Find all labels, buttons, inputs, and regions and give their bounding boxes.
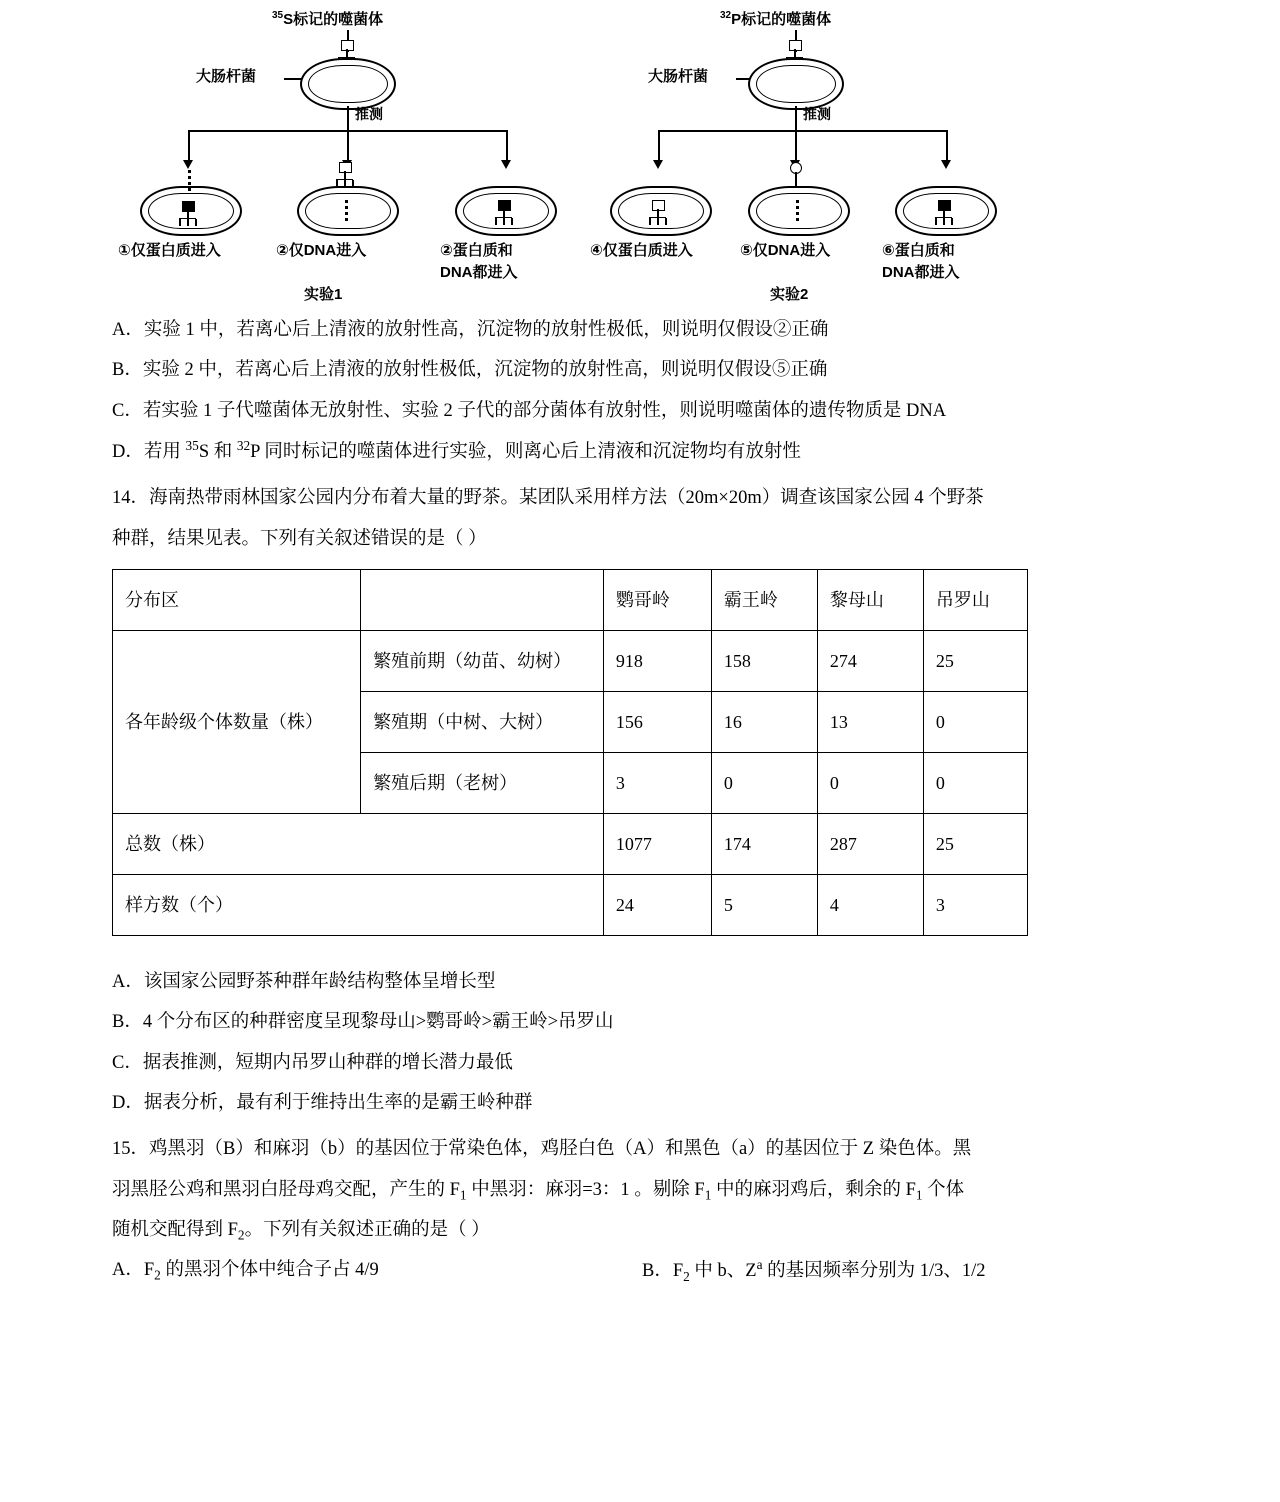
exp1-outcome-label-1: ①仅蛋白质进入 <box>118 242 221 259</box>
exp2-outcome-label-3a: ⑥蛋白质和 <box>882 242 955 259</box>
q14-stem-line2: 种群，结果见表。下列有关叙述错误的是（ ） <box>112 528 487 549</box>
exp1-host-label: 大肠杆菌 <box>196 68 257 85</box>
q13-option-d-pre: D．若用 <box>112 442 186 463</box>
q15-line2-sub1: 1 <box>459 1187 467 1203</box>
exp2-arrow-3 <box>941 160 951 169</box>
document-body <box>0 310 1280 1292</box>
q15-line3-sub: 2 <box>237 1227 245 1243</box>
q13-option-a: A．实验 1 中，若离心后上清液的放射性高，沉淀物的放射性极低，则说明仅假设②正确 <box>112 320 829 340</box>
cell-quadrat-diaoluoshan: 3 <box>923 875 1027 936</box>
q15-option-b-sub: 2 <box>683 1269 690 1285</box>
table-header-row <box>113 570 1028 631</box>
q14-option-d: D．据表分析，最有利于维持出生率的是霸王岭种群 <box>112 1093 533 1114</box>
q14-option-a: A．该国家公园野茶种群年龄结构整体呈增长型 <box>112 972 496 993</box>
cell-pre-bawangling: 158 <box>711 631 817 692</box>
question-14 <box>112 478 1168 1123</box>
cell-repro-limushan: 13 <box>817 692 923 753</box>
exp1-outcome-dna-2 <box>345 200 348 222</box>
exp1-branch-right <box>506 130 508 162</box>
q15-line2-sub3: 1 <box>915 1187 923 1203</box>
q15-line3-pre: 随机交配得到 F <box>112 1220 238 1241</box>
q15-stem-line3 <box>112 1210 1168 1250</box>
q15-option-a <box>112 1250 642 1291</box>
exp1-host-cell <box>300 58 396 110</box>
exp1-outcome-label-3a: ②蛋白质和 <box>440 242 513 259</box>
q15-stem-line1: 15．鸡黑羽（B）和麻羽（b）的基因位于常染色体，鸡胫白色（A）和黑色（a）的基因位于 Z 染色体。黑 <box>112 1139 972 1160</box>
row-label-quadrats: 样方数（个） <box>113 875 604 936</box>
exp1-outcome-cell-2 <box>297 186 399 236</box>
cell-pre-diaoluoshan: 25 <box>923 631 1027 692</box>
row-label-pre-reproductive: 繁殖前期（幼苗、幼树） <box>361 631 604 692</box>
cell-quadrat-bawangling: 5 <box>711 875 817 936</box>
q15-option-b-mid: 中 b、Z <box>689 1261 757 1282</box>
exp2-title: $^{32}$P标记的噬菌体 <box>720 10 832 28</box>
q14-option-b: B．4 个分布区的种群密度呈现黎母山>鹦哥岭>霸王岭>吊罗山 <box>112 1012 614 1033</box>
q15-option-b-sup: a <box>756 1257 763 1273</box>
cell-post-diaoluoshan: 0 <box>923 753 1027 814</box>
q15-options-row <box>112 1250 1168 1291</box>
q15-option-a-pre: A．F <box>112 1260 155 1281</box>
q13-option-d-mid1: S 和 <box>198 442 237 463</box>
exp1-outcome-cell-1 <box>140 186 242 236</box>
q13-option-d-rest: P 同时标记的噬菌体进行实验，则离心后上清液和沉淀物均有放射性 <box>250 442 801 463</box>
q15-line2-mid2: 中的麻羽鸡后，剩余的 F <box>711 1179 916 1200</box>
exp1-outcome-label-3b: DNA都进入 <box>440 264 518 281</box>
exp1-outcome-dna-1 <box>188 170 191 192</box>
exp1-arrow-1 <box>183 160 193 169</box>
table-row <box>113 814 1028 875</box>
exp2-outcome-cell-1 <box>610 186 712 236</box>
exp1-title: $^{35}$S标记的噬菌体 <box>272 10 384 28</box>
exp2-outcome-label-3b: DNA都进入 <box>882 264 960 281</box>
exp2-caption: 实验2 <box>770 286 809 303</box>
header-distribution-area: 分布区 <box>113 570 361 631</box>
q15-option-a-rest: 的黑羽个体中纯合子占 4/9 <box>160 1260 379 1281</box>
cell-repro-diaoluoshan: 0 <box>923 692 1027 753</box>
header-blank <box>361 570 604 631</box>
exp1-branch-bus <box>188 130 508 132</box>
q15-option-b-pre: B．F <box>642 1261 684 1282</box>
exp2-host-cell <box>748 58 844 110</box>
exp1-arrow-3 <box>501 160 511 169</box>
exp2-predict-line <box>795 106 797 162</box>
cell-repro-bawangling: 16 <box>711 692 817 753</box>
q15-option-b <box>642 1250 1168 1291</box>
q15-stem-line2 <box>112 1170 1168 1210</box>
q13-option-d-sup2: 32 <box>236 437 251 453</box>
cell-quadrat-yinggeling: 24 <box>603 875 711 936</box>
q13-option-d-sup1: 35 <box>185 437 199 453</box>
q15-line3-rest: 。下列有关叙述正确的是（ ） <box>244 1220 490 1241</box>
q13-option-b: B．实验 2 中，若离心后上清液的放射性极低，沉淀物的放射性高，则说明仅假设⑤正确 <box>112 360 828 381</box>
q15-option-a-sub: 2 <box>154 1268 161 1284</box>
exp2-host-label: 大肠杆菌 <box>648 68 709 85</box>
table-row <box>113 631 1028 692</box>
experiment-diagram <box>0 0 1280 310</box>
cell-quadrat-limushan: 4 <box>817 875 923 936</box>
header-bawangling: 霸王岭 <box>711 570 817 631</box>
q15-line2-mid: 中黑羽：麻羽=3：1 。剔除 F <box>466 1179 705 1200</box>
row-label-total: 总数（株） <box>113 814 604 875</box>
exp2-outcome-cell-2 <box>748 186 850 236</box>
q13-option-c: C．若实验 1 子代噬菌体无放射性、实验 2 子代的部分菌体有放射性，则说明噬菌体的遗传物质是 DNA <box>112 400 947 421</box>
exp2-arrow-1 <box>653 160 663 169</box>
exp2-outcome-cell-3 <box>895 186 997 236</box>
exp2-branch-bus <box>658 130 948 132</box>
exp1-predict-label: 推测 <box>355 106 383 122</box>
row-label-reproductive: 繁殖期（中树、大树） <box>361 692 604 753</box>
cell-post-bawangling: 0 <box>711 753 817 814</box>
exp2-outcome-label-1: ④仅蛋白质进入 <box>590 242 693 259</box>
cell-post-limushan: 0 <box>817 753 923 814</box>
exp2-branch-right <box>946 130 948 162</box>
row-label-post-reproductive: 繁殖后期（老树） <box>361 753 604 814</box>
header-diaoluoshan: 吊罗山 <box>923 570 1027 631</box>
exp2-outcome-phage-2-tail <box>795 172 797 186</box>
exp2-predict-label: 推测 <box>803 106 831 122</box>
q15-option-b-rest: 的基因频率分别为 1/3、1/2 <box>762 1261 986 1282</box>
q15-line2-sub2: 1 <box>704 1187 712 1203</box>
cell-total-diaoluoshan: 25 <box>923 814 1027 875</box>
exp1-outcome-cell-3 <box>455 186 557 236</box>
group-label-age-counts: 各年龄级个体数量（株） <box>113 631 361 814</box>
exp2-branch-left <box>658 130 660 162</box>
q15-line2-end: 个体 <box>922 1179 965 1200</box>
q14-option-c: C．据表推测，短期内吊罗山种群的增长潜力最低 <box>112 1052 513 1073</box>
cell-total-limushan: 287 <box>817 814 923 875</box>
table-row <box>113 875 1028 936</box>
q14-stem-line1: 14．海南热带雨林国家公园内分布着大量的野茶。某团队采用样方法（20m×20m）调查该国家公园 4 个野茶 <box>112 488 984 509</box>
exp1-branch-left <box>188 130 190 162</box>
cell-total-yinggeling: 1077 <box>603 814 711 875</box>
cell-post-yinggeling: 3 <box>603 753 711 814</box>
cell-pre-limushan: 274 <box>817 631 923 692</box>
cell-pre-yinggeling: 918 <box>603 631 711 692</box>
exp2-outcome-label-2: ⑤仅DNA进入 <box>740 242 831 259</box>
question-15 <box>112 1129 1168 1291</box>
cell-total-bawangling: 174 <box>711 814 817 875</box>
cell-repro-yinggeling: 156 <box>603 692 711 753</box>
exp1-caption: 实验1 <box>304 286 343 303</box>
q15-line2-pre: 羽黑胫公鸡和黑羽白胫母鸡交配，产生的 F <box>112 1179 460 1200</box>
exp1-predict-line <box>347 106 349 162</box>
q13-option-d <box>112 431 1168 472</box>
exp2-outcome-dna-2 <box>796 200 799 222</box>
header-yinggeling: 鹦哥岭 <box>603 570 711 631</box>
exp1-outcome-label-2: ②仅DNA进入 <box>276 242 367 259</box>
header-limushan: 黎母山 <box>817 570 923 631</box>
q14-data-table <box>112 569 1028 936</box>
